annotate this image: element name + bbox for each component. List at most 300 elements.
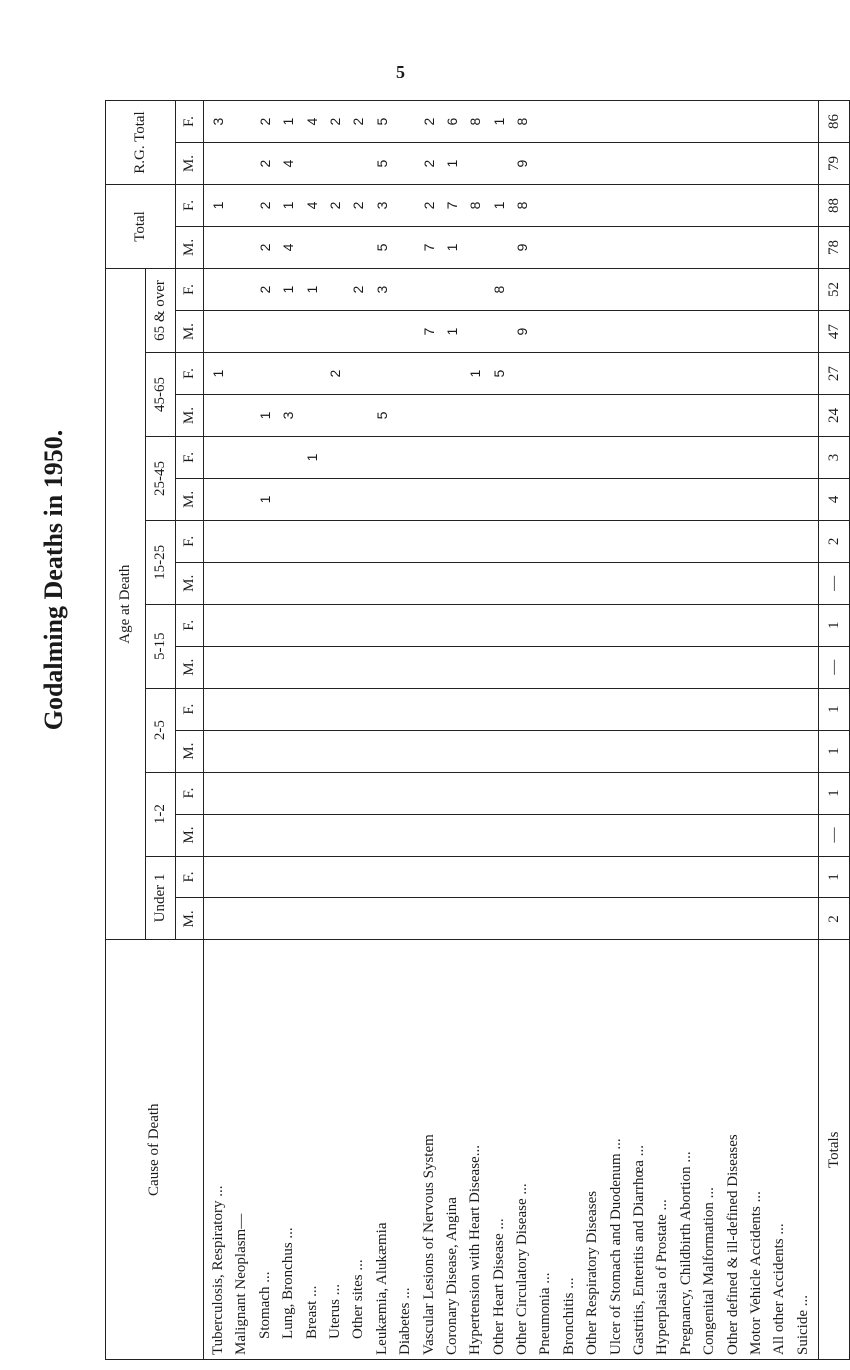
value-column [204, 730, 819, 772]
total-cell: 78 [819, 226, 850, 268]
table-cell [698, 731, 721, 772]
table-cell [722, 395, 745, 436]
table-cell [792, 269, 815, 310]
cause-label: Ulcer of Stomach and Duodenum ... [607, 1138, 624, 1355]
table-cell [745, 605, 768, 646]
table-cell [511, 857, 534, 898]
table-cell [301, 647, 324, 688]
total-cell: 1 [819, 856, 850, 898]
table-cell [605, 647, 628, 688]
value-column [204, 143, 819, 185]
table-cell [605, 857, 628, 898]
table-cell [581, 479, 604, 520]
table-cell [371, 353, 394, 394]
header-male: M. [176, 646, 204, 688]
table-cell [207, 605, 230, 646]
header-cause: Cause of Death [106, 940, 204, 1360]
table-cell [675, 101, 698, 142]
table-cell [254, 437, 277, 478]
table-cell [792, 353, 815, 394]
table-cell [581, 647, 604, 688]
table-cell: 1 [490, 201, 507, 210]
table-cell [768, 437, 791, 478]
table-cell [347, 353, 370, 394]
table-cell [768, 521, 791, 562]
table-cell [768, 269, 791, 310]
table-cell [558, 521, 581, 562]
table-cell [394, 227, 417, 268]
header-male: M. [176, 814, 204, 856]
table-cell [768, 647, 791, 688]
table-cell [792, 227, 815, 268]
cause-label: Other Circulatory Disease ... [514, 1183, 531, 1355]
table-cell [464, 143, 487, 184]
table-cell [792, 521, 815, 562]
table-cell [581, 898, 604, 939]
table-cell [745, 311, 768, 352]
table-cell [768, 689, 791, 730]
table-cell [768, 605, 791, 646]
value-column [204, 520, 819, 562]
table-cell [722, 185, 745, 226]
table-cell [792, 815, 815, 856]
table-cell [488, 227, 511, 268]
table-cell [488, 605, 511, 646]
table-cell [745, 269, 768, 310]
table-cell [628, 689, 651, 730]
table-cell: 6 [443, 117, 460, 126]
table-cell [347, 521, 370, 562]
table-cell [418, 521, 441, 562]
header-male: M. [176, 395, 204, 437]
table-cell [698, 857, 721, 898]
table-cell: 2 [326, 369, 343, 378]
table-cell: 1 [443, 243, 460, 252]
table-cell [768, 563, 791, 604]
table-cell [347, 479, 370, 520]
table-cell [254, 605, 277, 646]
table-cell [534, 773, 557, 814]
table-cell [745, 689, 768, 730]
table-cell [628, 101, 651, 142]
table-cell [394, 269, 417, 310]
table-cell [418, 353, 441, 394]
table-cell [581, 353, 604, 394]
table-cell: 2 [420, 201, 437, 210]
cause-label: Vascular Lesions of Nervous System [420, 1134, 437, 1355]
table-cell [792, 101, 815, 142]
table-cell [347, 605, 370, 646]
table-cell [675, 395, 698, 436]
table-cell [277, 815, 300, 856]
table-cell [534, 143, 557, 184]
table-cell [371, 563, 394, 604]
table-cell [511, 437, 534, 478]
cause-list [204, 940, 819, 1360]
table-cell [441, 605, 464, 646]
header-male: M. [176, 730, 204, 772]
table-cell [698, 479, 721, 520]
cause-label: Lung, Bronchus ... [280, 1227, 297, 1339]
table-cell [347, 143, 370, 184]
table-cell [230, 605, 253, 646]
header-male: M. [176, 226, 204, 268]
cause-label: Pneumonia ... [537, 1272, 554, 1355]
table-cell [488, 898, 511, 939]
table-cell [347, 689, 370, 730]
table-cell [464, 731, 487, 772]
table-cell [722, 898, 745, 939]
table-cell [745, 521, 768, 562]
table-cell [722, 731, 745, 772]
table-cell [418, 773, 441, 814]
table-cell [230, 395, 253, 436]
table-cell [441, 521, 464, 562]
table-cell [581, 815, 604, 856]
table-cell [698, 395, 721, 436]
cause-label: Hypertension with Heart Disease... [467, 1145, 484, 1355]
table-cell [628, 898, 651, 939]
table-cell [347, 311, 370, 352]
table-cell: 2 [420, 159, 437, 168]
table-cell [441, 857, 464, 898]
table-cell [441, 773, 464, 814]
table-cell [464, 898, 487, 939]
total-cell: 1 [819, 772, 850, 814]
value-column [204, 646, 819, 688]
table-cell [347, 857, 370, 898]
table-cell [558, 857, 581, 898]
table-cell [277, 731, 300, 772]
table-cell [394, 521, 417, 562]
table-cell [488, 563, 511, 604]
table-cell [581, 143, 604, 184]
table-cell [698, 437, 721, 478]
table-cell [301, 605, 324, 646]
table-cell [605, 731, 628, 772]
table-cell: 2 [256, 117, 273, 126]
table-cell [418, 437, 441, 478]
table-cell [698, 605, 721, 646]
table-cell [394, 898, 417, 939]
total-cell: 88 [819, 185, 850, 227]
table-cell [394, 185, 417, 226]
table-cell [394, 731, 417, 772]
table-cell [254, 353, 277, 394]
table-cell [722, 227, 745, 268]
table-cell [558, 185, 581, 226]
table-cell: 9 [514, 327, 531, 336]
table-cell [324, 311, 347, 352]
header-female: F. [176, 436, 204, 478]
header-female: F. [176, 772, 204, 814]
table-cell [558, 689, 581, 730]
table-cell [698, 143, 721, 184]
table-cell [534, 563, 557, 604]
table-cell [792, 605, 815, 646]
table-cell [418, 563, 441, 604]
table-cell [441, 479, 464, 520]
table-cell: 2 [256, 159, 273, 168]
table-cell [605, 227, 628, 268]
table-cell [324, 815, 347, 856]
header-age-group: 5-15 [146, 604, 176, 688]
table-cell [230, 689, 253, 730]
cause-label: Diabetes ... [397, 1287, 414, 1355]
table-cell [628, 311, 651, 352]
table-cell [394, 857, 417, 898]
table-cell [722, 773, 745, 814]
table-cell [394, 479, 417, 520]
table-cell: 8 [467, 201, 484, 210]
table-cell [488, 815, 511, 856]
table-cell [394, 815, 417, 856]
table-cell [254, 647, 277, 688]
table-cell: 1 [210, 201, 226, 210]
table-cell [651, 311, 674, 352]
table-cell [207, 731, 230, 772]
table-cell [441, 898, 464, 939]
table-cell [558, 731, 581, 772]
table-cell [558, 898, 581, 939]
table-cell [605, 143, 628, 184]
table-cell [464, 479, 487, 520]
table-cell [418, 605, 441, 646]
table-cell: 9 [514, 159, 531, 168]
table-cell [722, 269, 745, 310]
table-cell: 2 [350, 117, 367, 126]
table-cell [441, 689, 464, 730]
table-cell [651, 353, 674, 394]
table-cell [394, 101, 417, 142]
total-cell: 2 [819, 520, 850, 562]
table-cell [675, 479, 698, 520]
cause-label: Hyperplasia of Prostate ... [654, 1199, 671, 1355]
header-female: F. [176, 185, 204, 227]
cause-label: Tuberculosis, Respiratory ... [210, 1185, 226, 1355]
total-cell: 4 [819, 478, 850, 520]
table-cell [722, 647, 745, 688]
total-cell: 79 [819, 143, 850, 185]
table-cell: 2 [256, 201, 273, 210]
table-cell [628, 605, 651, 646]
table-cell: 1 [280, 117, 297, 126]
table-cell [230, 143, 253, 184]
table-cell [698, 563, 721, 604]
table-cell [605, 521, 628, 562]
table-cell [371, 311, 394, 352]
table-cell: 7 [443, 201, 460, 210]
table-cell [230, 898, 253, 939]
total-cell: 86 [819, 101, 850, 143]
table-cell [558, 269, 581, 310]
table-cell [534, 731, 557, 772]
value-column [204, 898, 819, 940]
mortality-table-rotated [105, 100, 842, 1360]
table-cell [792, 773, 815, 814]
table-cell [207, 143, 230, 184]
table-cell [675, 269, 698, 310]
cause-label: All other Accidents ... [771, 1223, 788, 1355]
cause-label: Suicide ... [794, 1295, 811, 1355]
table-cell [722, 815, 745, 856]
table-cell: 1 [490, 117, 507, 126]
table-cell [371, 898, 394, 939]
table-cell [722, 689, 745, 730]
cause-label: Stomach ... [256, 1271, 273, 1339]
table-cell [605, 269, 628, 310]
table-cell [651, 731, 674, 772]
table-cell [768, 815, 791, 856]
totals-label: Totals [819, 940, 850, 1360]
table-cell [651, 563, 674, 604]
table-cell [651, 437, 674, 478]
table-cell [511, 731, 534, 772]
table-cell [347, 395, 370, 436]
table-cell [254, 689, 277, 730]
table-cell [254, 898, 277, 939]
table-cell [628, 143, 651, 184]
table-cell [628, 437, 651, 478]
table-cell [230, 563, 253, 604]
table-cell [324, 731, 347, 772]
table-cell [230, 479, 253, 520]
header-female: F. [176, 268, 204, 310]
table-cell: 2 [326, 201, 343, 210]
table-cell: 1 [303, 285, 320, 294]
total-cell: 24 [819, 395, 850, 437]
table-cell [488, 437, 511, 478]
table-cell [301, 395, 324, 436]
table-cell [347, 773, 370, 814]
table-cell [581, 605, 604, 646]
table-cell: 5 [373, 117, 390, 126]
table-cell [558, 437, 581, 478]
table-cell [581, 521, 604, 562]
table-cell [277, 647, 300, 688]
table-cell [441, 731, 464, 772]
table-cell [230, 185, 253, 226]
table-cell [675, 185, 698, 226]
table-cell [254, 731, 277, 772]
table-cell [301, 898, 324, 939]
table-cell [605, 185, 628, 226]
total-cell: — [819, 562, 850, 604]
table-cell [722, 353, 745, 394]
table-cell [511, 689, 534, 730]
table-cell: 1 [303, 453, 320, 462]
table-cell [558, 815, 581, 856]
table-cell [605, 898, 628, 939]
table-cell [254, 521, 277, 562]
table-cell [722, 521, 745, 562]
table-cell [207, 689, 230, 730]
table-cell [651, 689, 674, 730]
header-age-group: Under 1 [146, 856, 176, 940]
total-cell: 2 [819, 898, 850, 940]
table-cell [418, 395, 441, 436]
table-cell [651, 521, 674, 562]
cause-label: Other Respiratory Diseases [584, 1190, 601, 1355]
table-cell [301, 227, 324, 268]
table-cell [511, 815, 534, 856]
table-cell [371, 605, 394, 646]
header-male: M. [176, 143, 204, 185]
table-cell [628, 521, 651, 562]
table-cell [628, 227, 651, 268]
table-cell [722, 563, 745, 604]
table-cell [324, 857, 347, 898]
value-column [204, 226, 819, 268]
table-cell: 1 [256, 411, 273, 420]
table-cell [581, 773, 604, 814]
table-cell [628, 479, 651, 520]
table-cell [675, 647, 698, 688]
table-cell [675, 898, 698, 939]
table-cell: 2 [256, 243, 273, 252]
table-cell [488, 521, 511, 562]
table-cell [581, 185, 604, 226]
table-cell [698, 311, 721, 352]
table-cell [534, 227, 557, 268]
table-cell [581, 269, 604, 310]
table-cell: 2 [420, 117, 437, 126]
table-cell [347, 647, 370, 688]
table-cell [534, 101, 557, 142]
table-cell [207, 437, 230, 478]
table-cell [675, 815, 698, 856]
table-cell: 1 [467, 369, 484, 378]
table-cell [651, 143, 674, 184]
total-cell: — [819, 646, 850, 688]
table-cell [324, 689, 347, 730]
table-cell [722, 857, 745, 898]
value-column [204, 311, 819, 353]
table-cell [488, 773, 511, 814]
table-cell [277, 898, 300, 939]
table-cell [581, 227, 604, 268]
table-cell [464, 647, 487, 688]
table-cell [418, 479, 441, 520]
table-cell [207, 773, 230, 814]
page-number: 5 [396, 62, 405, 82]
table-cell [230, 101, 253, 142]
table-cell [792, 563, 815, 604]
table-cell [651, 815, 674, 856]
value-column [204, 268, 819, 310]
table-cell [418, 857, 441, 898]
table-cell [768, 479, 791, 520]
cause-label: Gastritis, Enteritis and Diarrhœa ... [631, 1145, 648, 1355]
table-cell: 4 [280, 243, 297, 252]
table-cell: 4 [280, 159, 297, 168]
table-cell [792, 479, 815, 520]
table-cell [488, 689, 511, 730]
table-cell [277, 353, 300, 394]
cause-label: Other Heart Disease ... [490, 1218, 507, 1355]
table-cell [534, 898, 557, 939]
page-title-container [14, 300, 94, 860]
table-cell [581, 101, 604, 142]
table-cell [675, 353, 698, 394]
table-cell [324, 898, 347, 939]
table-cell [605, 479, 628, 520]
table-cell [511, 521, 534, 562]
table-cell: 3 [373, 201, 390, 210]
table-cell [277, 479, 300, 520]
table-cell [441, 647, 464, 688]
table-cell [301, 353, 324, 394]
